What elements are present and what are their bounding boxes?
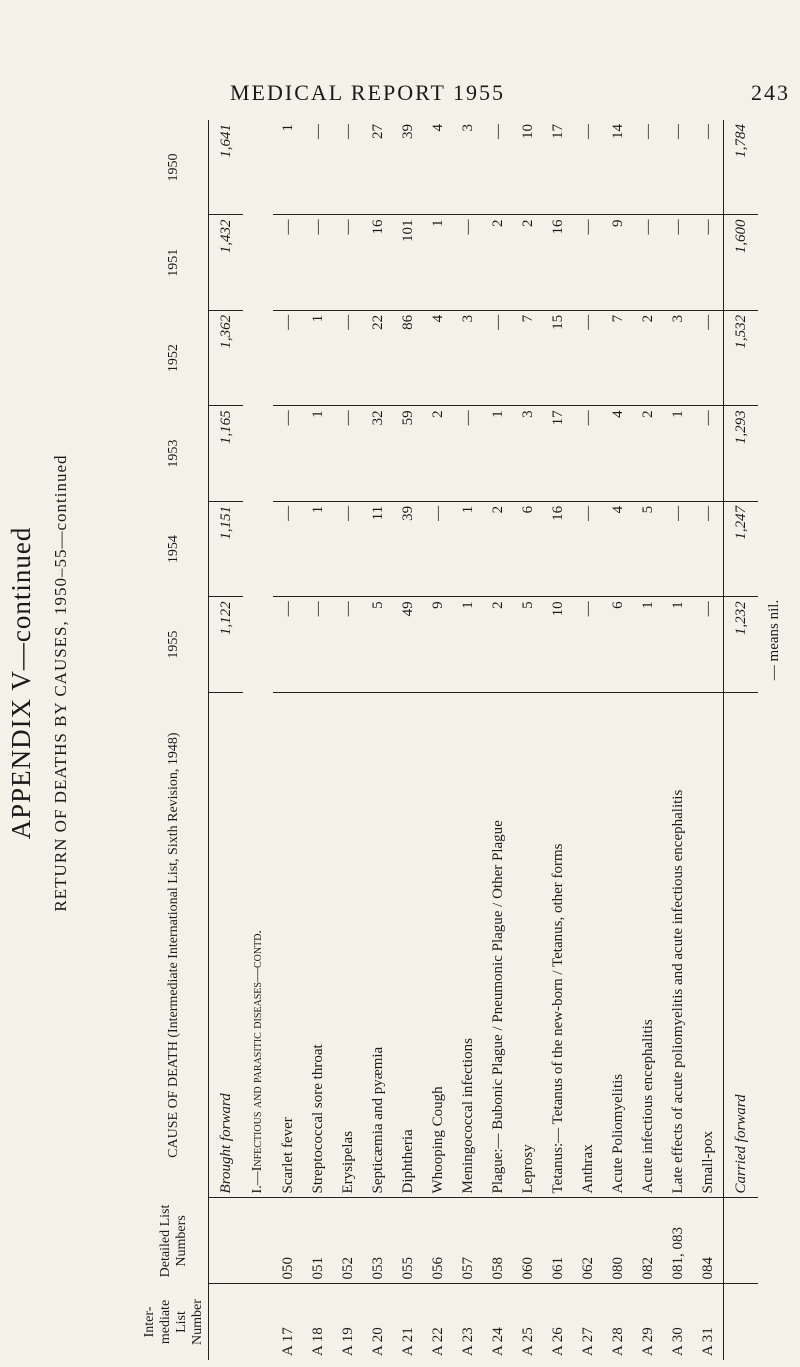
- table-cell: 2: [633, 310, 663, 405]
- table-cell: —: [303, 215, 333, 310]
- table-cell: 1,362: [209, 310, 244, 405]
- table-row: [603, 120, 633, 1360]
- brought-forward-row: [209, 120, 244, 1360]
- cause-of-death: Small-pox: [693, 692, 724, 1198]
- table-cell: 5: [513, 597, 543, 692]
- table-row: [663, 120, 693, 1360]
- intermediate-list-number: A 25: [519, 1327, 536, 1356]
- table-cell: 1,641: [209, 120, 244, 215]
- table-cell: 15: [543, 310, 573, 405]
- detailed-list-number: 051: [303, 1198, 333, 1284]
- table-cell: —: [423, 501, 453, 596]
- cause-of-death: Acute infectious encephalitis: [633, 692, 663, 1198]
- table-cell: 1,232: [724, 597, 759, 692]
- table-cell: 22: [363, 310, 393, 405]
- detailed-list-number: 053: [363, 1198, 393, 1284]
- table-cell: —: [573, 215, 603, 310]
- table-cell: 59: [393, 406, 423, 501]
- table-cell: 1,293: [724, 406, 759, 501]
- table-cell: 3: [513, 406, 543, 501]
- cause-of-death: Plague:— Bubonic Plague / Pneumonic Plague / Other Plague: [483, 692, 513, 1198]
- table-row: [543, 120, 573, 1360]
- detailed-list-number: 080: [603, 1198, 633, 1284]
- table-cell: —: [453, 215, 483, 310]
- table-cell: 10: [513, 120, 543, 215]
- table-cell: 2: [483, 215, 513, 310]
- table-row: [483, 120, 513, 1360]
- table-row: [393, 120, 423, 1360]
- cause-of-death: Erysipelas: [333, 692, 363, 1198]
- table-row: [273, 120, 303, 1360]
- intermediate-list-number: A 22: [429, 1327, 446, 1356]
- table-cell: —: [333, 215, 363, 310]
- cause-of-death: Streptococcal sore throat: [303, 692, 333, 1198]
- table-row: [363, 120, 393, 1360]
- table-cell: 9: [603, 215, 633, 310]
- table-row: [633, 120, 663, 1360]
- table-cell: 3: [663, 310, 693, 405]
- col-header-inter: Inter-mediate List Number: [140, 1284, 209, 1360]
- detailed-list-number: 055: [393, 1198, 423, 1284]
- table-cell: 39: [393, 501, 423, 596]
- cause-of-death: Diphtheria: [393, 692, 423, 1198]
- table-cell: —: [693, 215, 724, 310]
- table-cell: 1,600: [724, 215, 759, 310]
- page-header: [230, 80, 790, 104]
- table-cell: 4: [423, 120, 453, 215]
- table-cell: —: [663, 215, 693, 310]
- table-cell: 9: [423, 597, 453, 692]
- detailed-list-number: 058: [483, 1198, 513, 1284]
- table-cell: —: [333, 597, 363, 692]
- carried-forward-row: [724, 120, 759, 1360]
- section-row: [243, 120, 273, 1360]
- table-cell: 17: [543, 406, 573, 501]
- table-cell: 2: [513, 215, 543, 310]
- table-cell: 1: [453, 501, 483, 596]
- table-cell: 4: [603, 406, 633, 501]
- table-cell: —: [663, 501, 693, 596]
- cause-of-death: Septicæmia and pyæmia: [363, 692, 393, 1198]
- table-cell: 6: [513, 501, 543, 596]
- intermediate-list-number: A 24: [489, 1327, 506, 1356]
- col-header-year: 1951: [140, 215, 209, 310]
- col-header-detailed: Detailed List Numbers: [140, 1198, 209, 1284]
- intermediate-list-number: A 28: [609, 1327, 626, 1356]
- intermediate-list-number: A 21: [399, 1327, 416, 1356]
- table-cell: 101: [393, 215, 423, 310]
- table-cell: 16: [543, 501, 573, 596]
- table-cell: —: [693, 120, 724, 215]
- carried-forward-label: Carried forward: [724, 692, 759, 1198]
- cause-of-death: Anthrax: [573, 692, 603, 1198]
- cause-of-death: Meningococcal infections: [453, 692, 483, 1198]
- table-cell: —: [333, 406, 363, 501]
- table-cell: 27: [363, 120, 393, 215]
- cause-of-death: Scarlet fever: [273, 692, 303, 1198]
- table-cell: —: [573, 120, 603, 215]
- intermediate-list-number: A 19: [339, 1327, 356, 1356]
- header-title: MEDICAL REPORT 1955: [230, 80, 506, 105]
- intermediate-list-number: A 17: [279, 1327, 296, 1356]
- detailed-list-number: 062: [573, 1198, 603, 1284]
- table-row: [513, 120, 543, 1360]
- table-cell: 11: [363, 501, 393, 596]
- table-row: [333, 120, 363, 1360]
- table-cell: —: [273, 406, 303, 501]
- table-cell: —: [273, 597, 303, 692]
- table-cell: 4: [423, 310, 453, 405]
- table-cell: 16: [543, 215, 573, 310]
- table-cell: —: [483, 120, 513, 215]
- table-cell: 3: [453, 310, 483, 405]
- table-cell: 10: [543, 597, 573, 692]
- col-header-cause: CAUSE OF DEATH (Intermediate International List, Sixth Revision, 1948): [140, 692, 209, 1198]
- cause-of-death: Leprosy: [513, 692, 543, 1198]
- detailed-list-number: 050: [273, 1198, 303, 1284]
- table-cell: 1,532: [724, 310, 759, 405]
- intermediate-list-number: A 30: [669, 1327, 686, 1356]
- table-cell: —: [573, 501, 603, 596]
- table-cell: —: [573, 310, 603, 405]
- col-header-year: 1953: [140, 406, 209, 501]
- col-header-year: 1955: [140, 597, 209, 692]
- intermediate-list-number: A 27: [579, 1327, 596, 1356]
- intermediate-list-number: A 18: [309, 1327, 326, 1356]
- detailed-list-number: 060: [513, 1198, 543, 1284]
- deaths-table: [140, 120, 758, 1360]
- table-cell: —: [273, 215, 303, 310]
- detailed-list-number: 057: [453, 1198, 483, 1284]
- table-cell: 1: [483, 406, 513, 501]
- table-cell: 3: [453, 120, 483, 215]
- table-cell: —: [333, 501, 363, 596]
- table-cell: 16: [363, 215, 393, 310]
- rotated-title-block: [0, 0, 110, 1367]
- table-cell: 1,151: [209, 501, 244, 596]
- cause-of-death: Tetanus:— Tetanus of the new-born / Tetanus, other forms: [543, 692, 573, 1198]
- table-cell: 1,247: [724, 501, 759, 596]
- table-cell: 6: [603, 597, 633, 692]
- detailed-list-number: 081, 083: [663, 1198, 693, 1284]
- table-row: [573, 120, 603, 1360]
- table-row: [303, 120, 333, 1360]
- table-cell: —: [663, 120, 693, 215]
- table-cell: 7: [603, 310, 633, 405]
- table-cell: —: [693, 406, 724, 501]
- table-cell: —: [573, 406, 603, 501]
- table-cell: 1,122: [209, 597, 244, 692]
- table-cell: 1: [303, 406, 333, 501]
- table-cell: —: [333, 310, 363, 405]
- col-header-year: 1954: [140, 501, 209, 596]
- table-cell: 49: [393, 597, 423, 692]
- table-cell: 1: [303, 310, 333, 405]
- intermediate-list-number: A 26: [549, 1327, 566, 1356]
- table-cell: —: [573, 597, 603, 692]
- table-cell: 1: [423, 215, 453, 310]
- table-cell: 7: [513, 310, 543, 405]
- section-heading: I.—Infectious and parasitic diseases—contd.: [243, 120, 273, 1198]
- table-row: [693, 120, 724, 1360]
- table-cell: —: [693, 310, 724, 405]
- table-cell: 86: [393, 310, 423, 405]
- table-cell: 1: [663, 406, 693, 501]
- table-cell: 17: [543, 120, 573, 215]
- table-cell: —: [273, 310, 303, 405]
- table-cell: 1: [303, 501, 333, 596]
- table-cell: 2: [633, 406, 663, 501]
- table-cell: —: [333, 120, 363, 215]
- col-header-year: 1952: [140, 310, 209, 405]
- col-header-year: 1950: [140, 120, 209, 215]
- table-cell: —: [633, 120, 663, 215]
- table-cell: 5: [633, 501, 663, 596]
- table-subtitle: RETURN OF DEATHS BY CAUSES, 1950–55—continued: [51, 454, 70, 912]
- intermediate-list-number: A 31: [699, 1327, 716, 1356]
- brought-forward-label: Brought forward: [209, 692, 244, 1198]
- cause-of-death: Acute Poliomyelitis: [603, 692, 633, 1198]
- table-cell: —: [303, 597, 333, 692]
- table-cell: 1,784: [724, 120, 759, 215]
- intermediate-list-number: A 29: [639, 1327, 656, 1356]
- appendix-title: APPENDIX V—continued: [6, 526, 36, 840]
- detailed-list-number: 056: [423, 1198, 453, 1284]
- table-cell: 39: [393, 120, 423, 215]
- detailed-list-number: 082: [633, 1198, 663, 1284]
- footnote: — means nil.: [766, 599, 782, 681]
- page-number: 243: [751, 80, 790, 105]
- intermediate-list-number: A 23: [459, 1327, 476, 1356]
- table-cell: —: [633, 215, 663, 310]
- detailed-list-number: 061: [543, 1198, 573, 1284]
- table-cell: 5: [363, 597, 393, 692]
- intermediate-list-number: A 20: [369, 1327, 386, 1356]
- table-cell: 2: [483, 501, 513, 596]
- table-cell: 1,432: [209, 215, 244, 310]
- table-cell: 14: [603, 120, 633, 215]
- table-cell: 1: [633, 597, 663, 692]
- table-cell: —: [693, 597, 724, 692]
- table-cell: 1: [273, 120, 303, 215]
- cause-of-death: Whooping Cough: [423, 692, 453, 1198]
- table-cell: —: [483, 310, 513, 405]
- table-cell: 32: [363, 406, 393, 501]
- table-cell: —: [273, 501, 303, 596]
- deaths-table-rotated: [140, 120, 780, 1360]
- detailed-list-number: 084: [693, 1198, 724, 1284]
- table-row: [453, 120, 483, 1360]
- table-cell: 2: [483, 597, 513, 692]
- table-cell: —: [693, 501, 724, 596]
- cause-of-death: Late effects of acute poliomyelitis and acute infectious encephalitis: [663, 692, 693, 1198]
- detailed-list-number: 052: [333, 1198, 363, 1284]
- table-cell: 1: [453, 597, 483, 692]
- table-cell: 1,165: [209, 406, 244, 501]
- table-cell: 1: [663, 597, 693, 692]
- table-cell: 2: [423, 406, 453, 501]
- table-cell: —: [453, 406, 483, 501]
- table-cell: 4: [603, 501, 633, 596]
- table-row: [423, 120, 453, 1360]
- table-cell: —: [303, 120, 333, 215]
